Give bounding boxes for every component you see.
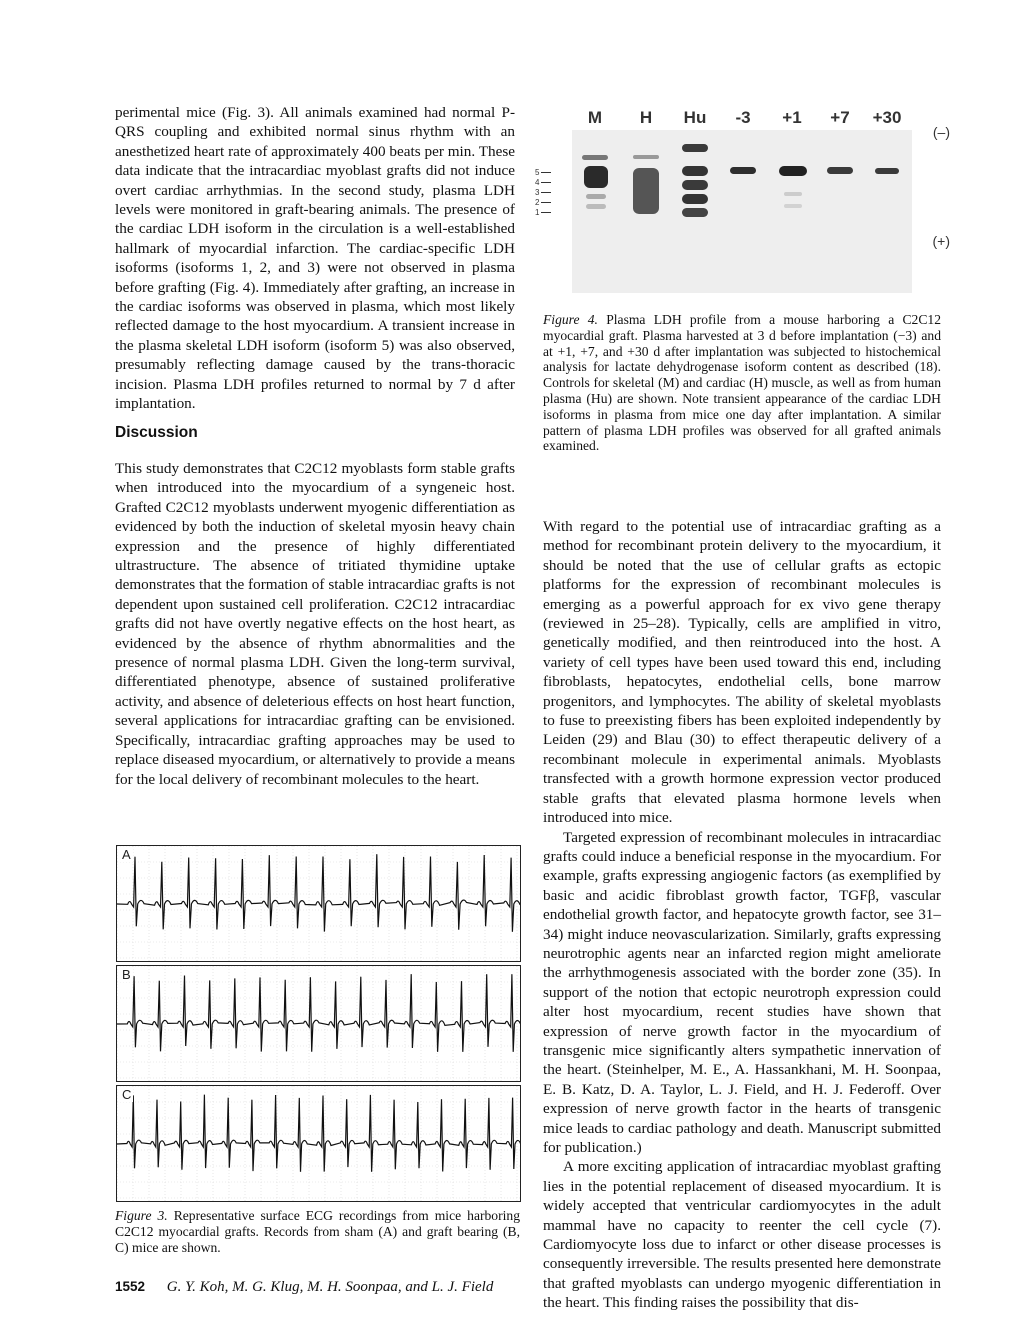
ecg-waveform [117, 974, 520, 1052]
gel-band [586, 204, 606, 209]
gel-band [682, 208, 708, 217]
figure-3-ecg-recordings [116, 845, 521, 1200]
gel-band [584, 166, 608, 188]
body-paragraph: A more exciting application of intracardiac myoblast grafting lies in the potential replacement of diseased myocardium. It is widely accepted that ventricular cardiomyocytes in the adult mammal have no capacity to reenter the cell cycle (7). Cardiomyocyte loss due to infarct or other disease processes is consequently irreversible. The results presented here demonstrate that grafted myoblasts can undergo myogenic differentiation in the heart. This finding raises the possibility that dis- [543, 1158, 941, 1312]
pole-negative-label: (–) [932, 124, 950, 140]
ecg-panel-c [116, 1085, 521, 1202]
isoform-tick: 4 [535, 178, 551, 187]
body-paragraph: perimental mice (Fig. 3). All animals examined had normal P-QRS coupling and exhibited normal sinus rhythm with an anesthetized heart rate of approximately 400 beats per min. These data indicate that the intracardiac myoblast grafts did not induce overt cardiac arrhythmias. In the second study, plasma LDH levels were monitored in graft-bearing animals. The presence of the cardiac LDH isoform in the circulation is a well-established hallmark of myocardial infarction. The cardiac-specific LDH isoforms (isoforms 1, 2, and 3) were not observed in plasma before grafting (Fig. 4). Immediately after grafting, an increase in the cardiac isoforms was observed in plasma, which most likely reflected damage to the host myocardium. A transient increase in the plasma skeletal LDH isoform (isoform 5) was also observed, presumably reflecting damage caused by the trans-thoracic incision. Plasma LDH profiles returned to normal by 7 d after implantation. [115, 104, 515, 413]
pole-positive-label: (+) [932, 233, 950, 249]
footer-authors: G. Y. Koh, M. G. Klug, M. H. Soonpaa, and L. J. Field [166, 1279, 494, 1295]
caption-text: Plasma LDH profile from a mouse harboring a C2C12 myocardial graft. Plasma harvested at 3 d before implantation (−3) and at +1, +7, and +30 d after implantation was subjected to histochemical analysis for lactate dehydrogenase isoform content as described (18). Controls for skeletal (M) and cardiac (H) muscle, as well as from human plasma (Hu) are shown. Note transient appearance of the cardiac LDH isoforms in plasma from mice one day after implantation. A similar pattern of plasma LDH profiles was observed for all grafted animals examined. [543, 312, 941, 454]
lane-label: +1 [782, 108, 802, 127]
body-paragraph: With regard to the potential use of intracardiac grafting as a method for recombinant protein delivery to the myocardium, it should be noted that the use of cellular grafts as ectopic platforms for the expression of recombinant molecules is emerging as a powerful approach for ex vivo gene therapy (reviewed in 25–28). Typically, cells are amplified in vitro, genetically modified, and then reintroduced into the host. A variety of cell types have been used toward this end, including fibroblasts, hepatocytes, endothelial cells, bone marrow progenitors, and lymphocytes. The ability of skeletal myoblasts to fuse to preexisting fibers has been exploited independently by Leiden (29) and Blau (30) to effect therapeutic delivery of a recombinant molecule in experimental animals. Myoblasts transfected with a growth hormone expression vector produced stable grafts that elevated plasma hormone levels when introduced into mice. [543, 518, 941, 827]
isoform-tick: 5 [535, 168, 551, 177]
panel-label: B [122, 967, 131, 982]
ecg-waveform [117, 1095, 520, 1172]
discussion-text [115, 459, 515, 789]
gel-band [875, 168, 899, 174]
figure-4-caption [543, 312, 941, 454]
gel-band [586, 194, 606, 199]
gel-band [784, 204, 802, 208]
ecg-waveform [117, 854, 520, 932]
gel-band [784, 192, 802, 196]
isoform-tick: 3 [535, 188, 551, 197]
isoform-tick: 1 [535, 208, 551, 217]
ecg-panel-b [116, 965, 521, 1082]
page-number: 1552 [115, 1279, 146, 1294]
ecg-trace-c [117, 1086, 520, 1201]
gel-band [682, 194, 708, 204]
gel-band [730, 167, 756, 174]
gel-band [779, 166, 807, 176]
isoform-tick: 2 [535, 198, 551, 207]
lane-label: M [587, 108, 603, 127]
figure-label: Figure 3. [115, 1208, 168, 1223]
gel-band [682, 166, 708, 176]
lane-label: -3 [735, 108, 751, 127]
right-column-text [543, 517, 941, 1313]
ecg-trace-a [117, 846, 520, 961]
figure-label: Figure 4. [543, 312, 598, 327]
panel-label: A [122, 847, 131, 862]
page-footer [115, 1279, 493, 1296]
left-column-top-text [115, 103, 515, 414]
ecg-trace-b [117, 966, 520, 1081]
gel-band [582, 155, 608, 160]
lane-label: +30 [872, 108, 902, 127]
caption-text: Representative surface ECG recordings from mice harboring C2C12 myocardial grafts. Records from sham (A) and graft bearing (B, C) mice are shown. [115, 1208, 520, 1255]
gel-band [682, 180, 708, 190]
figure-4-ldh-gel [535, 100, 950, 295]
gel-band [827, 167, 853, 174]
gel-band [633, 155, 659, 159]
body-paragraph: This study demonstrates that C2C12 myoblasts form stable grafts when introduced into the myocardium of a syngeneic host. Grafted C2C12 myoblasts underwent myogenic differentiation as evidenced by both the induction of skeletal myosin heavy chain expression and the presence of highly differentiated ultrastructure. The absence of tritiated thymidine uptake demonstrates that the formation of stable intracardiac grafts is not dependent upon sustained cell proliferation. C2C12 intracardiac grafts did not have overtly negative effects on the host heart, as evidenced by the absence of rhythm abnormalities and the presence of normal plasma LDH. Given the long-term survival, differentiated phenotype, absence of sustained proliferative activity, and absence of deleterious effects on host heart function, several applications for intracardiac grafting can be envisioned. Specifically, intracardiac grafting approaches may be used to replace diseased myocardium, or alternatively to provide a means for the local delivery of recombinant molecules to the heart. [115, 460, 515, 788]
lane-label: Hu [683, 108, 707, 127]
ecg-panel-a [116, 845, 521, 962]
panel-label: C [122, 1087, 132, 1102]
lane-label: H [639, 108, 653, 127]
gel-band [682, 144, 708, 152]
gel-band [633, 168, 659, 214]
gel-image [572, 130, 912, 293]
lane-label: +7 [830, 108, 850, 127]
body-paragraph: Targeted expression of recombinant molecules in intracardiac grafts could induce a beneficial response in the myocardium. For example, grafts expressing angiogenic factors (as exemplified by basic and acidic fibroblast growth factor, TGFβ, vascular endothelial growth factor, and hepatocyte growth factor, see 31–34) might induce neovascularization. Similarly, grafts expressing neurotrophic agents near an infarcted region might ameliorate the arrhythmogenesis associated with the border zone (35). In support of the notion that ectopic neurotroph expression could alter host myocardium, recent studies have shown that expression of nerve growth factor in the myocardium of transgenic mice significantly alters sympathetic innervation of the heart. (Steinhelper, M. E., A. Hassankhani, M. H. Soonpaa, E. B. Katz, D. A. Taylor, L. J. Field, and H. J. Federoff. Over expression of nerve growth factor in the hearts of transgenic mice leads to cardiac pathology and death. Manuscript submitted for publication.) [543, 828, 941, 1156]
figure-3-caption [115, 1208, 520, 1255]
section-heading-discussion: Discussion [115, 424, 198, 441]
